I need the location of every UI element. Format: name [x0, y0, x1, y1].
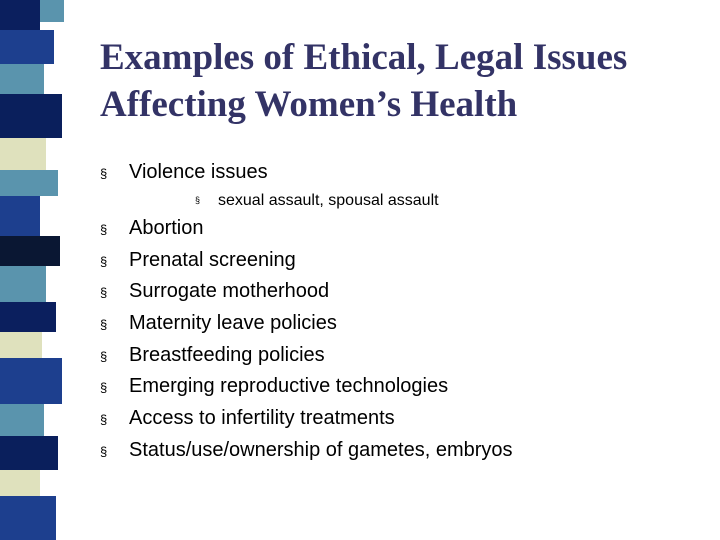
bullet-marker: § — [100, 285, 108, 300]
bullet-marker: § — [100, 349, 108, 364]
list-item-text: Breastfeeding policies — [129, 344, 325, 366]
list-item-text: Prenatal screening — [129, 249, 296, 271]
list-item-text: Violence issues — [129, 161, 268, 183]
bullet-marker: § — [100, 380, 108, 395]
list-item-text: Surrogate motherhood — [129, 280, 330, 302]
bullet-marker: § — [100, 412, 108, 427]
list-item-text: Maternity leave policies — [129, 312, 337, 334]
decorative-stripe — [0, 0, 64, 540]
bullet-marker: § — [100, 222, 108, 237]
sub-list-item-text: sexual assault, spousal assault — [218, 192, 439, 209]
bullet-marker: § — [100, 254, 108, 269]
sub-bullet-marker: § — [195, 195, 201, 205]
list-item-text: Emerging reproductive technologies — [129, 375, 449, 397]
slide-title-line-1: Examples of Ethical, Legal Issues — [100, 37, 628, 78]
list-item-text: Access to infertility treatments — [129, 407, 395, 429]
list-item-text: Status/use/ownership of gametes, embryos — [129, 439, 513, 461]
bullet-marker: § — [100, 444, 108, 459]
bullet-marker: § — [100, 317, 108, 332]
list-item-text: Abortion — [129, 217, 204, 239]
slide-title — [100, 34, 700, 128]
bullet-marker: § — [100, 166, 108, 181]
slide-title-line-2: Affecting Women’s Health — [100, 84, 518, 125]
